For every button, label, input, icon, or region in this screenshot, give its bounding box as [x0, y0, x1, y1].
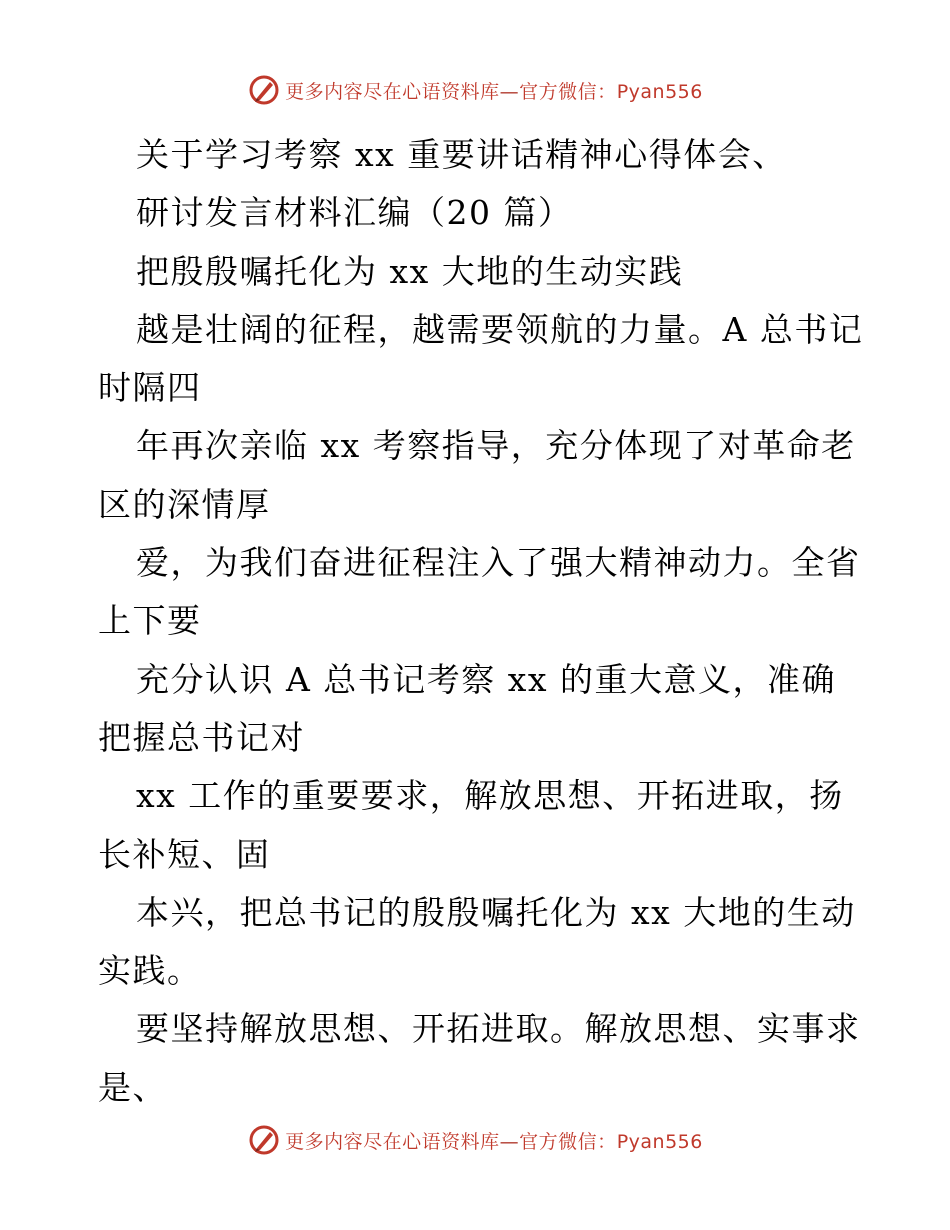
document-line: 研讨发言材料汇编（20 篇）: [136, 193, 573, 233]
document-line: 爱，为我们奋进征程注入了强大精神动力。全省: [136, 543, 861, 583]
header-banner: [0, 70, 950, 110]
footer-wechat-label: 官方微信：: [519, 1130, 617, 1153]
header-site-text: 更多内容尽在心语资料库: [285, 80, 500, 103]
footer-site-text: 更多内容尽在心语资料库: [285, 1130, 500, 1153]
header-wechat-label: 官方微信：: [519, 80, 617, 103]
document-line: 要坚持解放思想、开拓进取。解放思想、实事求: [136, 1009, 861, 1049]
document-line: 越是壮阔的征程，越需要领航的力量。A 总书记: [136, 309, 864, 349]
document-line: xx 工作的重要要求，解放思想、开拓进取，扬: [136, 776, 844, 816]
pen-logo-icon: [247, 1123, 281, 1157]
footer-wechat-account: Pyan556: [616, 1130, 703, 1153]
footer-separator: —: [499, 1130, 520, 1153]
document-line: 时隔四: [98, 368, 202, 408]
document-line: 年再次亲临 xx 考察指导，充分体现了对革命老: [136, 426, 856, 466]
document-line: 区的深情厚: [98, 484, 271, 524]
document-line: 本兴，把总书记的殷殷嘱托化为 xx 大地的生动: [136, 892, 856, 932]
document-line: 实践。: [98, 951, 202, 991]
document-line: 关于学习考察 xx 重要讲话精神心得体会、: [136, 135, 787, 174]
document-line: 把殷殷嘱托化为 xx 大地的生动实践: [136, 251, 684, 291]
document-line: 上下要: [98, 601, 202, 641]
document-line: 长补短、固: [98, 834, 271, 874]
header-separator: —: [499, 80, 520, 103]
document-body: [98, 126, 864, 1117]
header-wechat-account: Pyan556: [616, 80, 703, 103]
document-line: 是、: [98, 1067, 167, 1107]
footer-banner: [0, 1120, 950, 1160]
pen-logo-icon: [247, 73, 281, 107]
document-line: 把握总书记对: [98, 717, 305, 757]
document-line: 充分认识 A 总书记考察 xx 的重大意义，准确: [136, 659, 837, 699]
